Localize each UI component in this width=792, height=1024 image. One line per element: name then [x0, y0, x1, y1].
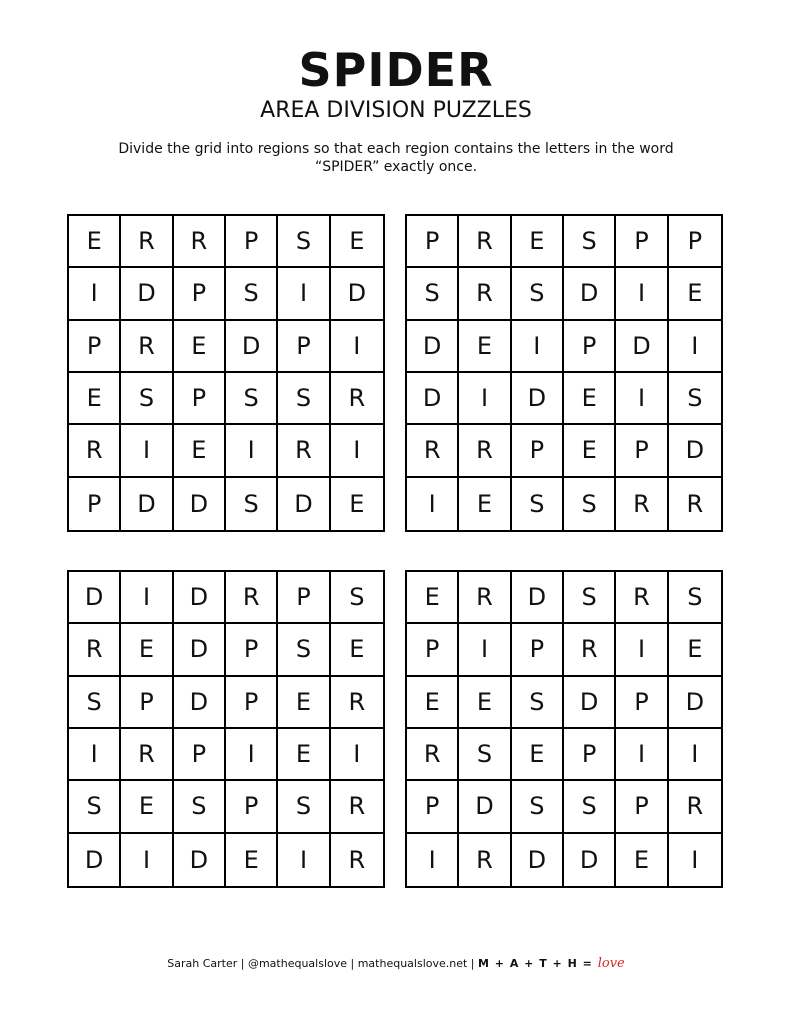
grid-cell: S	[669, 373, 721, 425]
grid-cell: E	[121, 624, 173, 676]
grid-cell: P	[512, 624, 564, 676]
grid-cell: D	[174, 677, 226, 729]
grid-cell: D	[512, 834, 564, 886]
grid-cell: S	[174, 781, 226, 833]
grid-cell: S	[512, 478, 564, 530]
grid-cell: I	[512, 321, 564, 373]
grid-cell: E	[174, 321, 226, 373]
puzzle-grid-3	[67, 570, 385, 888]
grid-cell: D	[278, 478, 330, 530]
grid-cell: I	[331, 729, 383, 781]
grid-cell: I	[226, 729, 278, 781]
grid-cell: I	[278, 834, 330, 886]
grid-cell: R	[69, 624, 121, 676]
grid-cell: E	[459, 478, 511, 530]
grid-cell: S	[69, 677, 121, 729]
page-title: SPIDER	[298, 43, 494, 97]
grid-cell: D	[564, 268, 616, 320]
grid-cell: P	[616, 781, 668, 833]
grid-cell: D	[564, 834, 616, 886]
grid-cell: D	[69, 572, 121, 624]
grid-cell: P	[278, 321, 330, 373]
grid-cell: P	[407, 624, 459, 676]
grid-cell: P	[174, 268, 226, 320]
instructions: Divide the grid into regions so that each region contains the letters in the word “SPIDER” exactly once.	[118, 141, 674, 175]
grid-cell: R	[407, 425, 459, 477]
grid-cell: E	[564, 425, 616, 477]
grid-cell: S	[512, 781, 564, 833]
grid-cell: I	[669, 321, 721, 373]
grid-cell: D	[407, 373, 459, 425]
grid-cell: S	[669, 572, 721, 624]
grid-cell: R	[121, 729, 173, 781]
grid-cell: R	[686, 489, 704, 518]
grid-cell: D	[512, 572, 564, 624]
grid-cell: E	[121, 781, 173, 833]
grid-cell: R	[564, 624, 616, 676]
grid-cell: E	[616, 834, 668, 886]
grid-cell: P	[174, 729, 226, 781]
grid-cell: S	[564, 572, 616, 624]
grid-cell: R	[121, 216, 173, 268]
grid-cell: E	[669, 624, 721, 676]
grid-cell: I	[616, 268, 668, 320]
grid-cell: E	[459, 677, 511, 729]
grid-cell: P	[564, 321, 616, 373]
grid-cell: S	[331, 572, 383, 624]
grid-cell: S	[278, 373, 330, 425]
grid-cell: I	[69, 729, 121, 781]
grid-cell: E	[331, 216, 383, 268]
footer	[0, 956, 792, 972]
grid-cell: I	[278, 268, 330, 320]
grid-cell: D	[174, 572, 226, 624]
grid-cell: D	[174, 834, 226, 886]
grid-cell: R	[459, 834, 511, 886]
grid-cell: S	[564, 216, 616, 268]
grid-cell: S	[407, 268, 459, 320]
grid-cell: S	[69, 781, 121, 833]
grid-cell: R	[459, 425, 511, 477]
grid-cell: E	[278, 729, 330, 781]
grid-cell: I	[407, 834, 459, 886]
grid-cell: E	[278, 677, 330, 729]
grid-cell: P	[278, 572, 330, 624]
grid-cell: I	[121, 425, 173, 477]
grid-cell: D	[174, 478, 226, 530]
grid-cell: P	[669, 216, 721, 268]
grid-cell: I	[616, 373, 668, 425]
grid-cell: D	[669, 677, 721, 729]
grid-cell: E	[459, 321, 511, 373]
grid-cell: R	[331, 373, 383, 425]
grid-cell: E	[174, 425, 226, 477]
grid-cell: I	[616, 624, 668, 676]
grid-cell: E	[331, 624, 383, 676]
grid-cell: I	[459, 373, 511, 425]
grid-cell: S	[278, 216, 330, 268]
grid-cell: D	[459, 781, 511, 833]
grid-cell: D	[564, 677, 616, 729]
grid-cell: D	[121, 478, 173, 530]
footer-brand: M + A + T + H =	[478, 957, 598, 970]
grid-cell: D	[616, 321, 668, 373]
grid-cell: R	[226, 572, 278, 624]
grid-cell: R	[459, 216, 511, 268]
grid-cell: D	[512, 373, 564, 425]
puzzle-grid-2	[405, 214, 723, 532]
grid-cell: S	[121, 373, 173, 425]
grid-cell: E	[69, 373, 121, 425]
grid-cell: P	[226, 216, 278, 268]
grid-cell: D	[226, 321, 278, 373]
grid-cell: E	[512, 216, 564, 268]
grid-cell: E	[407, 572, 459, 624]
grid-cell: E	[407, 677, 459, 729]
footer-love-logo: love	[597, 956, 625, 971]
grid-cell: P	[512, 425, 564, 477]
grid-cell: D	[669, 425, 721, 477]
grid-cell: P	[121, 677, 173, 729]
grid-cell: P	[616, 216, 668, 268]
grid-cell: E	[564, 373, 616, 425]
grid-cell: D	[174, 624, 226, 676]
grid-cell: S	[512, 268, 564, 320]
grid-cell: D	[407, 321, 459, 373]
grid-cell: S	[278, 624, 330, 676]
grid-cell: R	[174, 216, 226, 268]
grid-cell: I	[121, 572, 173, 624]
grid-cell: S	[226, 478, 278, 530]
grid-cell: P	[226, 781, 278, 833]
grid-cell: D	[331, 268, 383, 320]
grid-cell: I	[226, 425, 278, 477]
grid-cell: D	[69, 834, 121, 886]
grid-cell: I	[331, 321, 383, 373]
grid-cell: R	[616, 572, 668, 624]
footer-credits: Sarah Carter | @mathequalslove | mathequalslove.net |	[167, 957, 479, 970]
grid-cell: E	[512, 729, 564, 781]
grid-cell: E	[69, 216, 121, 268]
grid-cell: R	[616, 478, 668, 530]
grid-cell: E	[349, 489, 365, 518]
grid-cell: S	[226, 373, 278, 425]
grid-cell: P	[616, 425, 668, 477]
grid-cell: S	[459, 729, 511, 781]
grid-cell: P	[407, 216, 459, 268]
grid-cell: R	[331, 677, 383, 729]
grid-cell: P	[174, 373, 226, 425]
grid-cell: I	[669, 729, 721, 781]
grid-cell: I	[331, 425, 383, 477]
grid-cell: P	[226, 677, 278, 729]
grid-cell: S	[226, 268, 278, 320]
grid-cell: I	[691, 845, 699, 874]
grid-cell: I	[616, 729, 668, 781]
grid-cell: S	[278, 781, 330, 833]
grid-cell: R	[669, 781, 721, 833]
grid-cell: I	[121, 834, 173, 886]
grid-cell: E	[669, 268, 721, 320]
grid-cell: S	[564, 478, 616, 530]
grid-cell: R	[278, 425, 330, 477]
page-subtitle: AREA DIVISION PUZZLES	[260, 98, 532, 123]
grid-cell: I	[407, 478, 459, 530]
grid-cell: S	[512, 677, 564, 729]
grid-cell: R	[121, 321, 173, 373]
grid-cell: R	[331, 781, 383, 833]
grid-cell: P	[616, 677, 668, 729]
grid-cell: I	[459, 624, 511, 676]
grid-cell: D	[121, 268, 173, 320]
grid-cell: P	[407, 781, 459, 833]
grid-cell: P	[69, 321, 121, 373]
puzzle-grid-4	[405, 570, 723, 888]
grid-cell: P	[564, 729, 616, 781]
grid-cell: I	[69, 268, 121, 320]
grid-cell: R	[348, 845, 366, 874]
grid-cell: P	[69, 478, 121, 530]
grid-cell: R	[459, 572, 511, 624]
grid-cell: S	[564, 781, 616, 833]
grid-cell: R	[69, 425, 121, 477]
grid-cell: P	[226, 624, 278, 676]
grid-cell: R	[459, 268, 511, 320]
grid-cell: E	[226, 834, 278, 886]
grid-cell: R	[407, 729, 459, 781]
puzzle-grid-1	[67, 214, 385, 532]
